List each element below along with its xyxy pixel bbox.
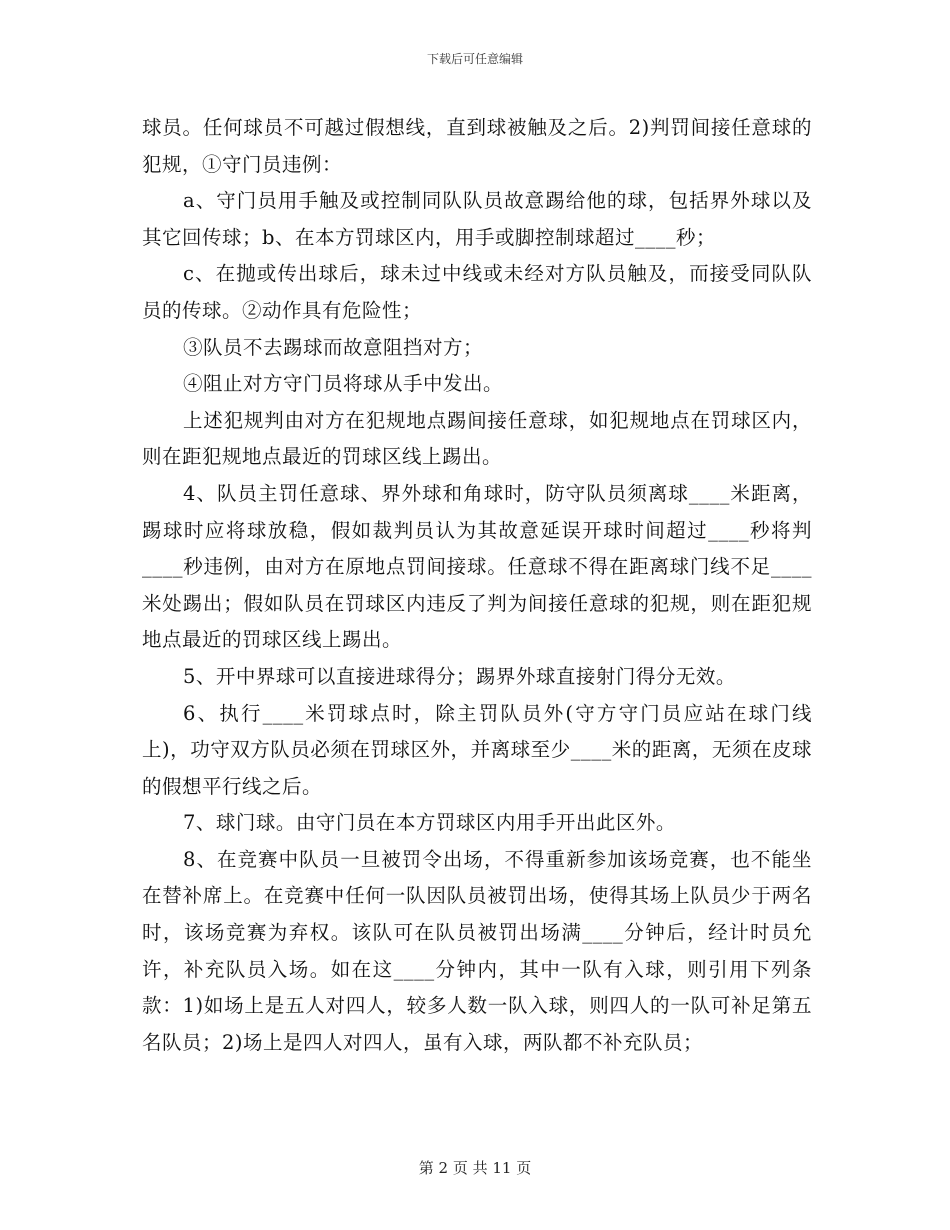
paragraph: ④阻止对方守门员将球从手中发出。 (183, 372, 504, 396)
paragraph: c、在抛或传出球后，球未过中线或未经对方队员触及，而接受同队队员的传球。②动作具有危险性； (142, 262, 812, 322)
page-header: 下载后可任意编辑 (426, 52, 523, 66)
paragraph: 7、球门球。由守门员在本方罚球区内用手开出此区外。 (183, 811, 676, 835)
paragraph: 4、队员主罚任意球、界外球和角球时，防守队员须离球____米距离，踢球时应将球放稳，假如裁判员认为其故意延误开球时间超过____秒将判____秒违例，由对方在原地点罚间接球。任意球不得在距离球门线不足____米处踢出；假如队员在罚球区内违反了判为间接任意球的犯规，则在距犯规地点最近的罚球区线上踢出。 (142, 481, 812, 652)
paragraph: ③队员不去踢球而故意阻挡对方； (183, 335, 484, 359)
paragraph: a、守门员用手触及或控制同队队员故意踢给他的球，包括界外球以及其它回传球；b、在本方罚球区内，用手或脚控制球超过____秒； (142, 189, 812, 249)
paragraph: 8、在竞赛中队员一旦被罚令出场，不得重新参加该场竞赛，也不能坐在替补席上。在竞赛中任何一队因队员被罚出场，使得其场上队员少于两名时，该场竞赛为弃权。该队可在队员被罚出场满____分钟后，经计时员允许，补充队员入场。如在这____分钟内，其中一队有入球，则引用下列条款：1)如场上是五人对四人，较多人数一队入球，则四人的一队可补足第五名队员；2)场上是四人对四人，虽有入球，两队都不补充队员； (142, 847, 812, 1054)
paragraph: 球员。任何球员不可越过假想线，直到球被触及之后。2)判罚间接任意球的犯规，①守门员违例： (142, 116, 812, 176)
document-body (142, 110, 812, 1061)
paragraph: 上述犯规判由对方在犯规地点踢间接任意球，如犯规地点在罚球区内，则在距犯规地点最近的罚球区线上踢出。 (142, 408, 812, 469)
page-footer: 第 2 页 共 11 页 (418, 1159, 532, 1177)
paragraph: 5、开中界球可以直接进球得分；踢界外球直接射门得分无效。 (183, 664, 736, 688)
paragraph: 6、执行____米罚球点时，除主罚队员外(守方守门员应站在球门线上)，功守双方队员必须在罚球区外，并离球至少____米的距离，无须在皮球的假想平行线之后。 (142, 701, 812, 798)
